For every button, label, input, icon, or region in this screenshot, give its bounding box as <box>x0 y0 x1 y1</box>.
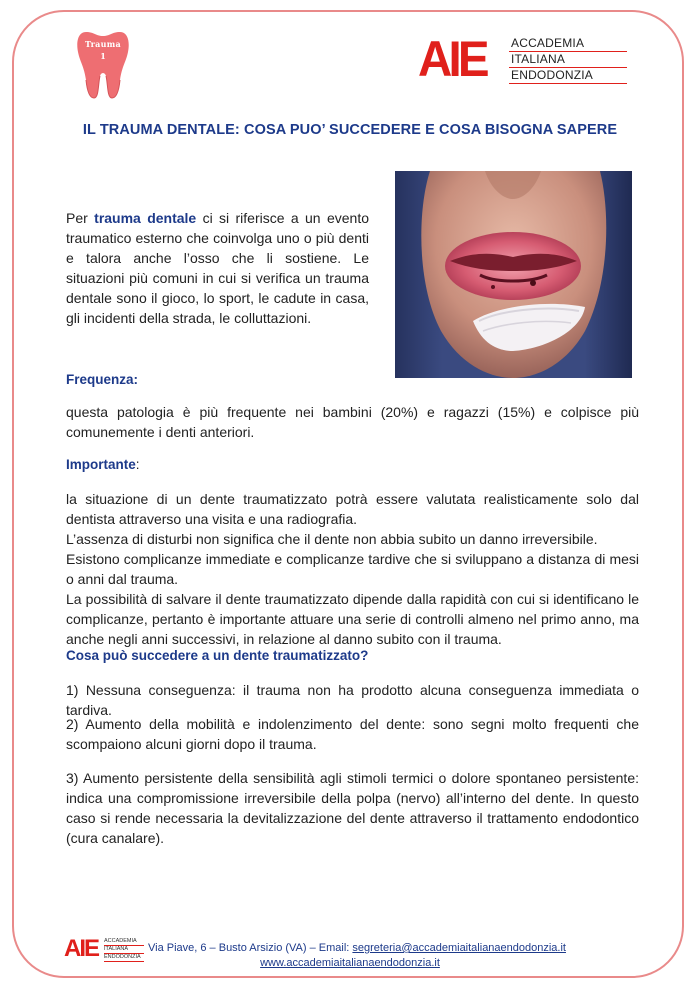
importante-p3: Esistono complicanze immediate e complicanze tardive che si sviluppano a distanza di mesi o anni dal trauma. <box>66 551 639 587</box>
logo-line-2: ITALIANA <box>509 52 627 68</box>
heading-importante <box>66 457 140 472</box>
aie-logo <box>418 31 628 87</box>
heading-frequenza: Frequenza: <box>66 372 139 387</box>
footer-website-link[interactable]: www.accademiaitalianaendodonzia.it <box>260 957 440 969</box>
footer-logo-mark: AIE <box>64 935 99 962</box>
heading-importante-colon: : <box>135 457 140 472</box>
heading-importante-text: Importante <box>66 457 136 472</box>
importante-p1: la situazione di un dente traumatizzato potrà essere valutata realisticamente solo dal dentista attraverso una visita e una radiografia. <box>66 491 639 527</box>
heading-cosa: Cosa può succedere a un dente traumatizzato? <box>66 648 369 663</box>
importante-p4: La possibilità di salvare il dente traumatizzato dipende dalla rapidità con cui si identificano le complicanze, pertanto è importante attuare una serie di controlli almeno nel primo anno, ma anche negli anni successivi, in relazione al danno subito con il trauma. <box>66 591 639 647</box>
footer-email-link[interactable]: segreteria@accademiaitalianaendodonzia.it <box>352 942 566 954</box>
footer-logo-line-2: ITALIANA <box>104 946 144 954</box>
item-3: 3) Aumento persistente della sensibilità agli stimoli termici o dolore spontaneo persistente: indica una compromissione irreversibile della polpa (nervo) all’interno del dente. In questo caso si rende necessaria la devitalizzazione del dente attraverso il trattamento endodontico (cura canalare). <box>66 770 639 846</box>
intro-prefix: Per <box>66 210 95 226</box>
badge-number: 1 <box>100 51 106 61</box>
item-2: 2) Aumento della mobilità e indolenzimento del dente: sono segni molto frequenti che scompaiono alcuni giorni dopo il trauma. <box>66 716 639 752</box>
footer-logo-line-1: ACCADEMIA <box>104 938 144 946</box>
footer-contact <box>148 942 568 954</box>
badge-label: Trauma <box>84 39 122 49</box>
logo-text <box>509 36 627 84</box>
logo-line-3: ENDODONZIA <box>509 68 627 84</box>
intro-rest: ci si riferisce a un evento traumatico esterno che coinvolga uno o più denti e talora anche l’osso che li sostiene. Le situazioni più comuni in cui si verifica un trauma dentale sono il gioco, lo sport, le cadute in casa, gli incidenti della strada, le colluttazioni. <box>66 210 369 326</box>
intro-paragraph <box>66 208 369 328</box>
footer-logo-line-3: ENDODONZIA <box>104 954 144 962</box>
clinical-photo <box>395 171 632 378</box>
importante-p2: L’assenza di disturbi non significa che il dente non abbia subito un danno irreversibile. <box>66 531 598 547</box>
paragraph-frequenza: questa patologia è più frequente nei bambini (20%) e ragazzi (15%) e colpisce più comunemente i denti anteriori. <box>66 404 639 440</box>
intro-term: trauma dentale <box>94 210 197 226</box>
paragraph-importante <box>66 489 639 649</box>
item-1: 1) Nessuna conseguenza: il trauma non ha prodotto alcuna conseguenza immediata o tardiva. <box>66 682 639 718</box>
logo-line-1: ACCADEMIA <box>509 36 627 52</box>
logo-mark: AIE <box>418 31 486 87</box>
page-title: IL TRAUMA DENTALE: COSA PUO’ SUCCEDERE E COSA BISOGNA SAPERE <box>82 122 618 138</box>
footer-address: Via Piave, 6 – Busto Arsizio (VA) – Email: <box>148 942 353 954</box>
tooth-badge <box>76 28 130 100</box>
